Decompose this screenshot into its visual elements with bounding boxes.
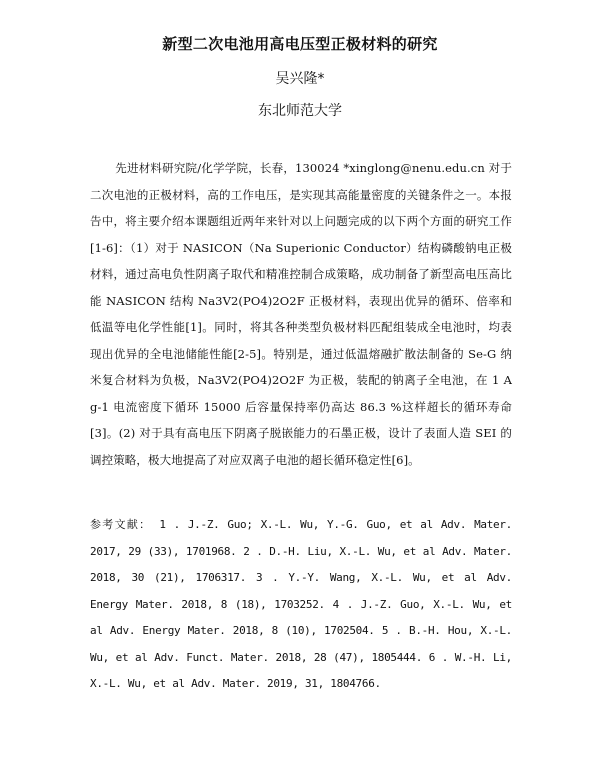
paper-title: 新型二次电池用高电压型正极材料的研究 [162, 35, 438, 53]
references-list: 1 . J.-Z. Guo; X.-L. Wu, Y.-G. Guo, et al Adv. Mater. 2017, 29 (33), 1701968. 2 . D.-H. Liu, X.-L. Wu, et al Adv. Mater. 2018, 30 (21), 1706317. 3 . Y.-Y. Wang, X.-L. Wu, et al Adv. Energy Mater. 2018, 8 (18), 1703252. 4 . J.-Z. Guo, X.-L. Wu, et al Adv. Energy Mater. 2018, 8 (10), 1702504. 5 . B.-H. Hou, X.-L. Wu, et al Adv. Funct. Mater. 2018, 28 (47), 1805444. 6 . W.-H. Li, X.-L. Wu, et al Adv. Mater. 2019, 31, 1804766. [90, 518, 513, 690]
paper-author: 吴兴隆* [275, 71, 325, 87]
references-section [90, 512, 512, 698]
abstract-paragraph: 先进材料研究院/化学学院，长春，130024 *xinglong@nenu.edu.cn 对于二次电池的正极材料，高的工作电压，是实现其高能量密度的关键条件之一。本报告中，将主要介绍本课题组近两年来针对以上问题完成的以下两个方面的研究工作[1-6]：（1）对于 NASICON（Na Superionic Conductor）结构磷酸钠电正极材料，通过高电负性阴离子取代和精准控制合成策略，成功制备了新型高电压高比能 NASICON 结构 Na3V2(PO4)2O2F 正极材料，表现出优异的循环、倍率和低温等电化学性能[1]。同时，将其各种类型负极材料匹配组装成全电池时，均表现出优异的全电池储能性能[2-5]。特别是，通过低温熔融扩散法制备的 Se-G 纳米复合材料为负极，Na3V2(PO4)2O2F 为正极，装配的钠离子全电池，在 1 A g-1 电流密度下循环 15000 后容量保持率仍高达 86.3 %这样超长的循环寿命[3]。(2) 对于具有高电压下阴离子脱嵌能力的石墨正极，设计了表面人造 SEI 的调控策略，极大地提高了对应双离子电池的超长循环稳定性[6]。 [90, 161, 512, 467]
paper-affiliation: 东北师范大学 [258, 103, 342, 119]
references-label: 参考文献： [90, 518, 152, 531]
